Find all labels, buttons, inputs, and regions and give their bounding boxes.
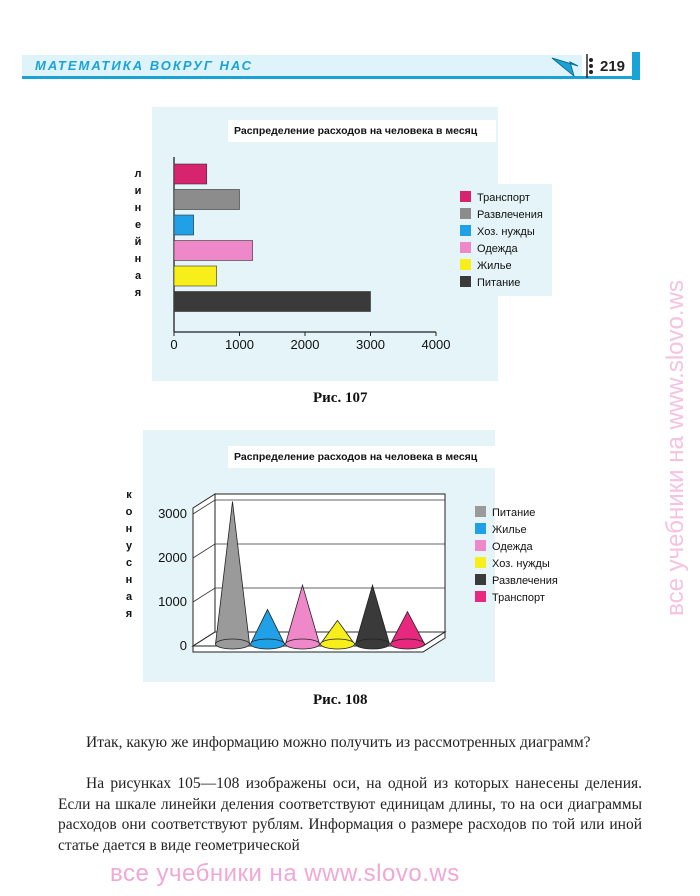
legend-label: Одежда (492, 541, 533, 553)
legend-label: Питание (492, 507, 536, 519)
cone-chart-3d (143, 430, 558, 682)
cone-base-2 (251, 639, 285, 649)
legend-swatch (460, 259, 471, 270)
x-tick-label: 4000 (421, 337, 451, 352)
chart1-side-label: л и н е й н а я (134, 168, 142, 299)
legend-label: Одежда (477, 243, 518, 255)
legend-swatch (475, 574, 486, 585)
legend-swatch (475, 591, 486, 602)
cone-base-5 (356, 639, 390, 649)
paragraph-2: На рисунках 105—108 изображены оси, на одной из которых нанесены деления. Если на шкале линейки деления соответствуют единицам длины, то на оси диаграммы расходов они соответствуют рублям. Информация о размере расходов по той или иной статье дается в виде геометрической (58, 775, 642, 854)
legend-swatch (475, 557, 486, 568)
x-tick-label: 0 (170, 337, 178, 352)
legend-swatch (460, 242, 471, 253)
chart2-side-label: к о н у с н а я (125, 489, 133, 620)
legend-swatch (460, 276, 471, 287)
chart1-title: Распределение расходов на человека в месяц (228, 120, 496, 142)
legend-swatch (460, 191, 471, 202)
legend-swatch (460, 208, 471, 219)
cone-base-4 (321, 639, 355, 649)
legend-swatch (475, 506, 486, 517)
y-tick-label: 3000 (158, 506, 187, 521)
legend-label: Развлечения (492, 575, 558, 587)
watermark-bottom: все учебники на www.slovo.ws (110, 860, 460, 887)
figure-108-caption: Рис. 108 (313, 692, 368, 708)
legend-label: Транспорт (492, 592, 545, 604)
chart2-title: Распределение расходов на человека в месяц (228, 446, 496, 468)
chart-side-wall (193, 494, 215, 646)
cone-base-6 (391, 639, 425, 649)
legend-label: Питание (477, 277, 521, 289)
bar-chart-horizontal (152, 107, 543, 381)
legend-swatch (460, 225, 471, 236)
section-title: МАТЕМАТИКА ВОКРУГ НАС (35, 58, 253, 73)
bar-3 (174, 215, 194, 235)
bar-1 (174, 164, 207, 184)
watermark-side: все учебники на www.slovo.ws (662, 280, 689, 616)
x-tick-label: 2000 (290, 337, 320, 352)
bar-6 (174, 292, 371, 312)
x-tick-label: 3000 (356, 337, 385, 352)
legend-label: Жилье (477, 260, 512, 272)
bar-4 (174, 241, 253, 261)
legend-swatch (475, 540, 486, 551)
legend-swatch (475, 523, 486, 534)
figure-107-caption: Рис. 107 (313, 390, 368, 406)
cone-base-3 (286, 639, 320, 649)
y-tick-label: 0 (179, 638, 187, 653)
y-tick-label: 1000 (158, 594, 187, 609)
legend-label: Развлечения (477, 209, 543, 221)
legend-label: Хоз. нужды (477, 226, 535, 238)
bar-2 (174, 190, 240, 210)
legend-label: Хоз. нужды (492, 558, 550, 570)
legend-label: Транспорт (477, 192, 530, 204)
cone-base-1 (216, 639, 250, 649)
legend-label: Жилье (492, 524, 527, 536)
y-tick-label: 2000 (158, 550, 187, 565)
bar-5 (174, 266, 217, 286)
x-tick-label: 1000 (225, 337, 254, 352)
paragraph-1: Итак, какую же информацию можно получить из рассмотренных диаграмм? (86, 734, 591, 751)
page-number: 219 (600, 58, 626, 75)
chart-back-wall (215, 494, 445, 632)
